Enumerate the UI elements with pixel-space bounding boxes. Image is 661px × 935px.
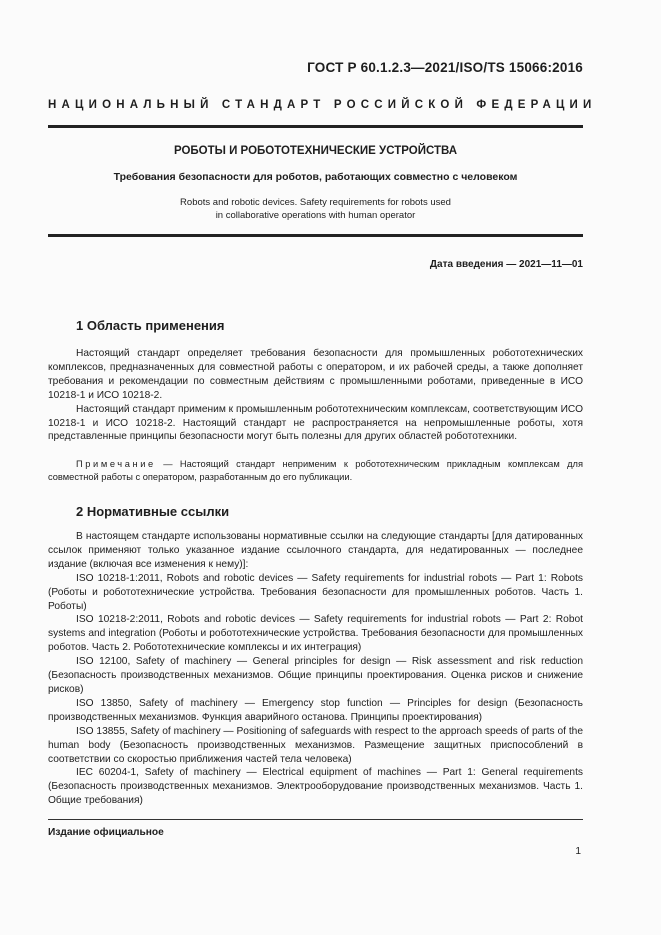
note-label: Примечание	[76, 459, 156, 469]
section1-body	[48, 347, 583, 444]
reference-item: ISO 10218-1:2011, Robots and robotic devices — Safety requirements for industrial robots — Part 1: Robots (Роботы и робототехнические устройства. Требования безопасности для промышленных роботов. Часть 1. Роботы)	[48, 572, 583, 612]
reference-item: ISO 13855, Safety of machinery — Positioning of safeguards with respect to the approach speeds of parts of the human body (Безопасность производственных механизмов. Размещение защитных приспособлений в соответствии со скоростью приближения частей тела человека)	[48, 725, 583, 765]
top-rule	[48, 125, 583, 128]
document-subtitle: Требования безопасности для роботов, работающих совместно с человеком	[113, 171, 518, 183]
bottom-rule	[48, 234, 583, 237]
section1-heading: 1 Область применения	[76, 318, 225, 333]
standard-code: ГОСТ Р 60.1.2.3—2021/ISO/TS 15066:2016	[307, 60, 583, 75]
national-standard-banner: НАЦИОНАЛЬНЫЙ СТАНДАРТ РОССИЙСКОЙ ФЕДЕРАЦИИ	[48, 99, 597, 111]
reference-item: ISO 10218-2:2011, Robots and robotic devices — Safety requirements for industrial robots — Part 2: Robot systems and integration (Роботы и робототехнические устройства. Требования безопасности для промышленных роботов. Часть 2. Робототехнические комплексы и их интеграция)	[48, 614, 583, 654]
page-number: 1	[575, 846, 581, 857]
section1-note	[48, 458, 583, 484]
introduction-date: Дата введения — 2021—11—01	[429, 259, 583, 270]
section1-paragraph: Настоящий стандарт определяет требования безопасности для промышленных робототехнических комплексов, предназначенных для совместной работы с оператором, и их рабочей среды, а также дополняет требования и рекомендации по совместным действиям с промышленными роботами, приведенные в ИСО 10218-1 и ИСО 10218-2.	[48, 348, 583, 401]
footer-rule	[48, 819, 583, 820]
section2-heading: 2 Нормативные ссылки	[76, 504, 230, 519]
section2-paragraph: В настоящем стандарте использованы нормативные ссылки на следующие стандарты [для датированных ссылок применяют только указанное издание ссылочного стандарта, для недатированных — последнее издание (включая все изменения к нему)]:	[48, 531, 583, 570]
reference-item: ISO 13850, Safety of machinery — Emergency stop function — Principles for design (Безопасность производственных механизмов. Функция аварийного останова. Принципы проектирования)	[48, 697, 583, 723]
official-edition-label: Издание официальное	[48, 827, 164, 838]
reference-item: IEC 60204-1, Safety of machinery — Electrical equipment of machines — Part 1: General requirements (Безопасность производственных механизмов. Электрооборудование производственных механизмов. Часть 1. Общие требования)	[48, 767, 583, 807]
section2-body	[48, 530, 583, 808]
english-title-line2: in collaborative operations with human operator	[215, 210, 416, 221]
document-title: РОБОТЫ И РОБОТОТЕХНИЧЕСКИЕ УСТРОЙСТВА	[173, 145, 458, 157]
note-text: — Настоящий стандарт неприменим к робототехническим прикладным комплексам для совместной работы с оператором, разработанным до его публикации.	[48, 459, 583, 482]
section1-paragraph: Настоящий стандарт применим к промышленным робототехническим комплексам, соответствующим ИСО 10218-1 и ИСО 10218-2. Настоящий стандарт не распространяется на непромышленные роботы, хотя представленные принципы безопасности могут быть полезны для других областей робототехники.	[48, 403, 583, 443]
english-title-line1: Robots and robotic devices. Safety requirements for robots used	[180, 197, 451, 208]
reference-item: ISO 12100, Safety of machinery — General principles for design — Risk assessment and risk reduction (Безопасность производственных механизмов. Общие принципы проектирования. Оценка рисков и снижение рисков)	[48, 656, 583, 695]
